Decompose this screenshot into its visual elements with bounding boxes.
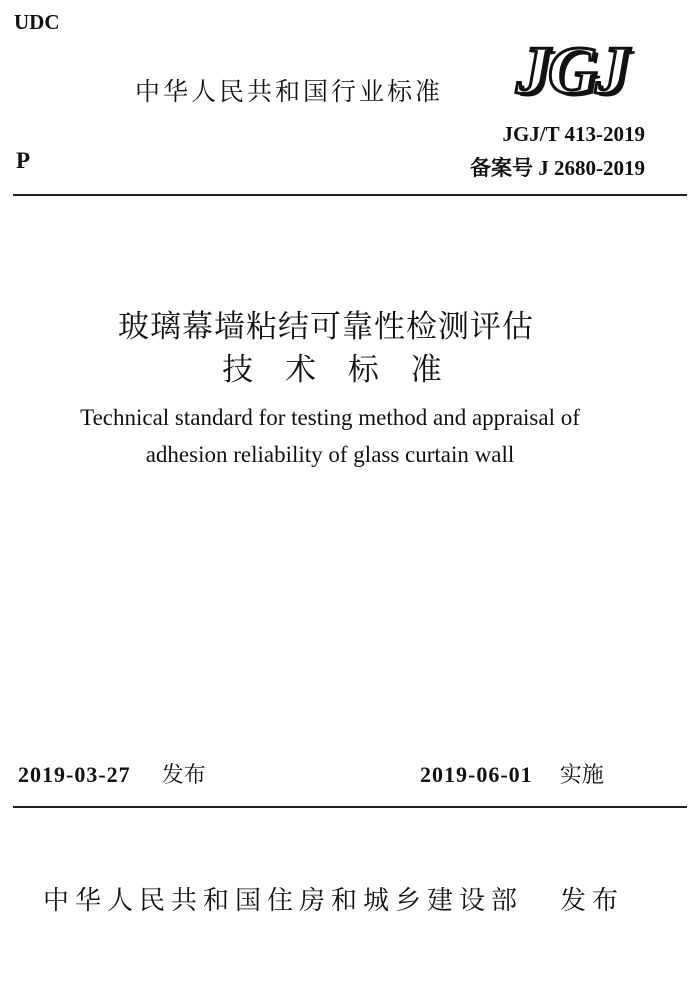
footer-divider [13, 806, 687, 808]
jgj-logo-text: JGJ [516, 32, 628, 108]
issuer-action: 发布 [560, 886, 625, 916]
record-number: 备案号 J 2680-2019 [470, 156, 645, 180]
udc-label: UDC [14, 10, 60, 34]
title-english-line2: adhesion reliability of glass curtain wall [145, 442, 515, 467]
jgj-logo [516, 32, 646, 108]
effective-date: 2019-06-01 [420, 762, 533, 787]
standard-number: JGJ/T 413-2019 [502, 122, 645, 146]
issue-date-group [18, 758, 206, 789]
effective-date-group [420, 758, 604, 789]
industry-standard-heading: 中华人民共和国行业标准 [135, 77, 444, 106]
title-chinese-line1: 玻璃幕墙粘结可靠性检测评估 [118, 309, 534, 345]
issue-label: 发布 [161, 763, 206, 788]
issue-date: 2019-03-27 [18, 762, 131, 787]
effective-label: 实施 [559, 763, 604, 788]
title-chinese-line2: 技 术 标 准 [222, 352, 442, 388]
title-english-line1: Technical standard for testing method and appraisal of [80, 405, 580, 430]
header-divider [13, 194, 687, 196]
category-letter: P [16, 148, 31, 173]
issuer-name: 中华人民共和国住房和城乡建设部 [43, 886, 524, 916]
